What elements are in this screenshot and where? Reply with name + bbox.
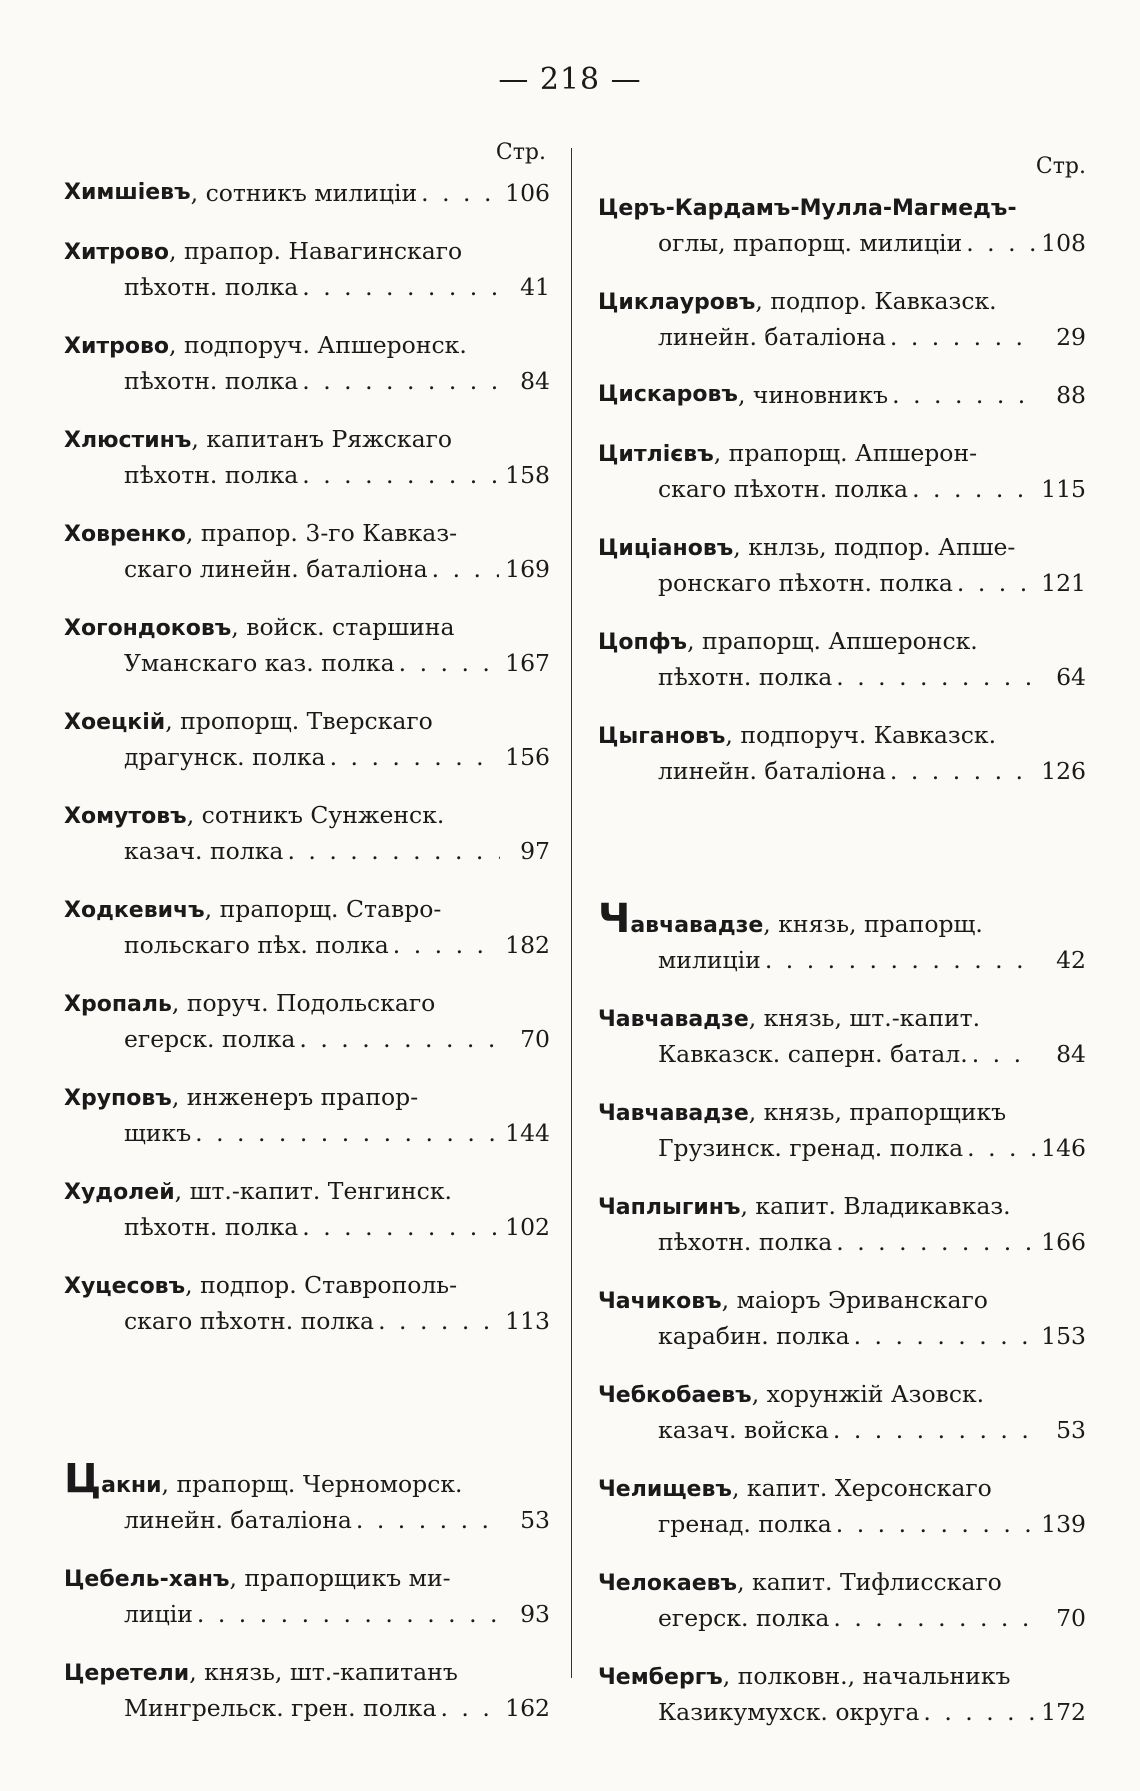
entry-description: , прапор. Навагинскаго [169,237,463,265]
entry-description: , кнлзь, подпор. Апше- [733,533,1016,561]
entry-name: Худолей [64,1180,175,1205]
entry-first-line [64,1174,550,1210]
dot-leader [832,1507,1035,1541]
entry-second-line [64,928,550,962]
entry-page: 42 [1056,946,1086,974]
index-entry [64,1080,550,1150]
entry-first-line [64,1561,550,1597]
entry-name: Хоецкій [64,710,166,735]
entry-continuation: линейн. баталіона [658,323,886,351]
entry-continuation: пѣхотн. полка [124,461,299,489]
entry-name: Цакни [64,1462,162,1502]
dot-leader [919,1695,1035,1729]
dot-leader [298,1210,499,1244]
entry-continuation: Грузинск. гренад. полка [658,1134,964,1162]
dot-leader [374,1304,499,1338]
entry-name: Цыгановъ [598,724,726,749]
entry-page: 97 [520,837,550,865]
entry-page: 139 [1041,1510,1086,1538]
section-gap [598,812,1086,902]
entry-second-line [598,1225,1086,1259]
entry-description: , сотникъ милиціи [190,179,418,207]
entry-first-line [598,378,1086,412]
entry-name: Хлюстинъ [64,428,192,453]
entry-page: 41 [520,273,550,301]
entry-first-line [598,284,1086,320]
index-entry [598,190,1086,260]
entry-second-line [598,660,1086,694]
dot-leader [832,1225,1035,1259]
entry-second-line [64,552,550,586]
entry-second-line [64,364,550,398]
entry-description: , поруч. Подольскаго [171,989,436,1017]
entry-page: 29 [1056,323,1086,351]
entry-first-line [64,234,550,270]
entry-name: Хомутовъ [64,804,187,829]
dot-leader [395,646,500,680]
entry-name: Хогондоковъ [64,616,232,641]
entry-description: , хорунжій Азовск. [751,1380,985,1408]
entry-first-line [64,1080,550,1116]
index-entry [64,892,550,962]
entry-name: Хропаль [64,992,172,1017]
dot-leader [888,378,1036,412]
entry-first-line [64,1655,550,1691]
entry-description: , капит. Херсонскаго [731,1474,992,1502]
entry-name: Циціановъ [598,536,734,561]
entry-description: , подпор. Кавказск. [755,287,997,315]
entry-page: 153 [1041,1322,1086,1350]
dot-leader [326,740,500,774]
index-entry [598,436,1086,506]
entry-page: 88 [1056,381,1086,409]
entry-first-line [598,718,1086,754]
entry-description: , войск. старшина [231,613,455,641]
entry-page: 102 [505,1213,550,1241]
entry-second-line [64,458,550,492]
index-entry [64,1462,550,1537]
entry-description: , капит. Владикавказ. [740,1192,1011,1220]
entry-second-line [598,472,1086,506]
entry-page: 172 [1041,1698,1086,1726]
entry-second-line [64,646,550,680]
dot-leader [886,320,1036,354]
entry-name: Чаплыгинъ [598,1195,741,1220]
entry-continuation: Кавказск. саперн. батал. [658,1040,968,1068]
entry-continuation: Казикумухск. округа [658,1698,920,1726]
entry-description: , князь, шт.-капит. [748,1004,981,1032]
entry-page: 144 [505,1119,550,1147]
right-entry-list [598,190,1086,788]
dot-leader [963,1131,1035,1165]
index-entry [598,378,1086,412]
entry-name: Чавчавадзе [598,902,764,942]
entry-page: 156 [505,743,550,771]
entry-continuation: щикъ [124,1119,192,1147]
dot-leader [352,1503,500,1537]
index-entry [64,1268,550,1338]
index-entry [598,1095,1086,1165]
entry-first-line [64,1462,550,1503]
dot-leader [953,566,1035,600]
entry-name: Чебкобаевъ [598,1383,752,1408]
entry-page: 182 [505,931,550,959]
entry-description: , князь, прапорщ. [763,910,983,938]
entry-first-line [598,1001,1086,1037]
entry-description: , подпоруч. Апшеронск. [169,331,467,359]
entry-second-line [598,1601,1086,1635]
entry-second-line [64,1691,550,1725]
entry-continuation: драгунск. полка [124,743,326,771]
entry-page: 84 [520,367,550,395]
right-entry-list-ch [598,902,1086,1729]
index-entry [598,284,1086,354]
dot-leader [886,754,1035,788]
entry-page: 158 [505,461,550,489]
entry-description: , сотникъ Сунженск. [186,801,445,829]
entry-second-line [598,754,1086,788]
entry-name: Химшіевъ [64,180,191,205]
index-entry [598,1471,1086,1541]
entry-second-line [598,943,1086,977]
entry-description: , прапор. 3-го Кавказ- [185,519,458,547]
index-entry [64,516,550,586]
index-entry [598,1659,1086,1729]
entry-page: 115 [1041,475,1086,503]
entry-description: , прапорщ. Апшеронск. [687,627,978,655]
dot-leader [962,226,1035,260]
index-entry [64,234,550,304]
entry-name: Хитрово [64,240,170,265]
entry-continuation: скаго пѣхотн. полка [124,1307,375,1335]
index-entry [598,718,1086,788]
entry-continuation: Уманскаго каз. полка [124,649,395,677]
entry-first-line [598,1565,1086,1601]
entry-second-line [598,566,1086,600]
entry-second-line [598,1037,1086,1071]
dot-leader [829,1413,1036,1447]
entry-page: 53 [1056,1416,1086,1444]
entry-second-line [598,226,1086,260]
entry-second-line [598,1413,1086,1447]
entry-first-line [598,190,1086,226]
index-entry [598,1377,1086,1447]
entry-second-line [64,1022,550,1056]
dot-leader [191,1116,499,1150]
entry-page: 84 [1056,1040,1086,1068]
entry-page: 53 [520,1506,550,1534]
index-entry [598,902,1086,977]
entry-description: , прапорщ. Черноморск. [161,1470,463,1498]
entry-name: Хитрово [64,334,170,359]
entry-continuation: линейн. баталіона [658,757,886,785]
entry-second-line [598,1319,1086,1353]
index-entry [64,798,550,868]
entry-second-line [64,1597,550,1631]
dot-leader [193,1597,500,1631]
entry-description: , капит. Тифлисскаго [737,1568,1002,1596]
entry-name: Церъ-Кардамъ-Мулла-Магмедъ- [598,196,1017,221]
entry-description: , пропорщ. Тверскаго [165,707,433,735]
entry-continuation: казач. полка [124,837,284,865]
index-entry [64,1174,550,1244]
entry-first-line [598,436,1086,472]
entry-continuation: егерск. полка [124,1025,296,1053]
entry-name: Челокаевъ [598,1571,738,1596]
entry-continuation: пѣхотн. полка [124,273,299,301]
entry-first-line [598,1471,1086,1507]
entry-first-line [64,986,550,1022]
dot-leader [436,1691,499,1725]
entry-second-line [64,1210,550,1244]
entry-second-line [64,1116,550,1150]
entry-name: Циклауровъ [598,290,756,315]
entry-page: 70 [520,1025,550,1053]
entry-name: Челищевъ [598,1477,732,1502]
entry-description: , полковн., начальникъ [722,1662,1011,1690]
entry-description: , князь, шт.-капитанъ [189,1658,458,1686]
index-entry [64,422,550,492]
entry-continuation: казач. войска [658,1416,829,1444]
left-column [64,140,550,1749]
entry-first-line [64,892,550,928]
entry-page: 93 [520,1600,550,1628]
entry-page: 70 [1056,1604,1086,1632]
index-entry [598,1001,1086,1071]
entry-name: Цопфъ [598,630,688,655]
entry-first-line [64,516,550,552]
entry-name: Цитлієвъ [598,442,714,467]
dot-leader [298,364,500,398]
index-entry [64,1561,550,1631]
entry-page: 126 [1041,757,1086,785]
entry-continuation: пѣхотн. полка [124,1213,299,1241]
entry-description: , маіоръ Эриванскаго [721,1286,988,1314]
entry-name: Ховренко [64,522,186,547]
right-column [598,140,1086,1753]
entry-page: 108 [1041,229,1086,257]
dot-leader [832,660,1036,694]
entry-continuation: ронскаго пѣхотн. полка [658,569,953,597]
index-entry [598,530,1086,600]
entry-first-line [598,902,1086,943]
index-entry [598,624,1086,694]
entry-second-line [598,1507,1086,1541]
entry-page: 113 [505,1307,550,1335]
index-entry [64,1655,550,1725]
entry-name: Хуцесовъ [64,1274,186,1299]
entry-continuation: егерск. полка [658,1604,830,1632]
entry-continuation: скаго пѣхотн. полка [658,475,909,503]
entry-continuation: скаго линейн. баталіона [124,555,428,583]
column-divider [571,148,572,1678]
entry-description: , чиновникъ [737,381,889,409]
entry-description: , шт.-капит. Тенгинск. [174,1177,453,1205]
entry-continuation: линейн. баталіона [124,1506,352,1534]
index-entry [598,1565,1086,1635]
entry-page: 64 [1056,663,1086,691]
entry-description: , капитанъ Ряжскаго [191,425,453,453]
entry-second-line [64,270,550,304]
section-gap [64,1362,550,1462]
entry-description: , подпор. Ставрополь- [185,1271,458,1299]
entry-second-line [598,1131,1086,1165]
entry-page: 162 [505,1694,550,1722]
entry-name: Цискаровъ [598,382,738,407]
page-number: — 218 — [498,62,642,97]
entry-continuation: пѣхотн. полка [658,1228,833,1256]
index-entry [598,1283,1086,1353]
entry-continuation: карабин. полка [658,1322,850,1350]
entry-first-line [64,328,550,364]
entry-first-line [64,610,550,646]
entry-name: Ходкевичъ [64,898,205,923]
entry-continuation: Мингрельск. грен. полка [124,1694,437,1722]
entry-second-line [598,320,1086,354]
dot-leader [761,943,1036,977]
entry-name: Цебель-ханъ [64,1567,230,1592]
entry-page: 167 [505,649,550,677]
dot-leader [968,1037,1036,1071]
entry-description: , подпоруч. Кавказск. [725,721,997,749]
entry-page: 166 [1041,1228,1086,1256]
index-entry [64,610,550,680]
dot-leader [298,270,500,304]
entry-page: 106 [505,179,550,207]
entry-name: Чембергъ [598,1665,723,1690]
entry-continuation: гренад. полка [658,1510,832,1538]
dot-leader [295,1022,500,1056]
entry-continuation: пѣхотн. полка [124,367,299,395]
entry-second-line [64,834,550,868]
entry-first-line [64,704,550,740]
entry-name: Чавчавадзе [598,1101,749,1126]
entry-page: 146 [1041,1134,1086,1162]
entry-second-line [598,1695,1086,1729]
entry-description: , прапорщ. Ставро- [204,895,442,923]
dot-leader [283,834,500,868]
entry-page: 169 [505,555,550,583]
index-entry [64,176,550,210]
entry-name: Чавчавадзе [598,1007,749,1032]
index-entry [64,986,550,1056]
index-entry [598,1189,1086,1259]
entry-first-line [64,1268,550,1304]
page-column-header: Стр. [495,140,546,165]
entry-first-line [598,1283,1086,1319]
entry-continuation: лиціи [124,1600,193,1628]
entry-continuation: польскаго пѣх. полка [124,931,389,959]
entry-first-line [598,624,1086,660]
left-entry-list [64,176,550,1338]
entry-second-line [64,1304,550,1338]
entry-second-line [64,1503,550,1537]
index-entry [64,328,550,398]
entry-first-line [598,1377,1086,1413]
entry-continuation: оглы, прапорщ. милиціи [658,229,963,257]
dot-leader [298,458,499,492]
dot-leader [829,1601,1036,1635]
entry-continuation: милиціи [658,946,761,974]
entry-continuation: пѣхотн. полка [658,663,833,691]
entry-page: 121 [1041,569,1086,597]
entry-name: Чачиковъ [598,1289,722,1314]
dot-leader [850,1319,1036,1353]
entry-name: Хруповъ [64,1086,172,1111]
dot-leader [428,552,499,586]
entry-first-line [64,422,550,458]
entry-first-line [598,1095,1086,1131]
entry-description: , князь, прапорщикъ [748,1098,1007,1126]
entry-first-line [64,176,550,210]
entry-first-line [64,798,550,834]
entry-second-line [64,740,550,774]
entry-first-line [598,530,1086,566]
entry-description: , прапорщ. Апшерон- [713,439,978,467]
entry-first-line [598,1659,1086,1695]
entry-name: Церетели [64,1661,190,1686]
entry-description: , инженеръ прапор- [171,1083,419,1111]
left-entry-list-ts [64,1462,550,1725]
dot-leader [417,176,499,210]
index-entry [64,704,550,774]
page-column-header: Стр. [1035,154,1086,179]
dot-leader [389,928,499,962]
entry-first-line [598,1189,1086,1225]
entry-description: , прапорщикъ ми- [229,1564,451,1592]
dot-leader [908,472,1035,506]
